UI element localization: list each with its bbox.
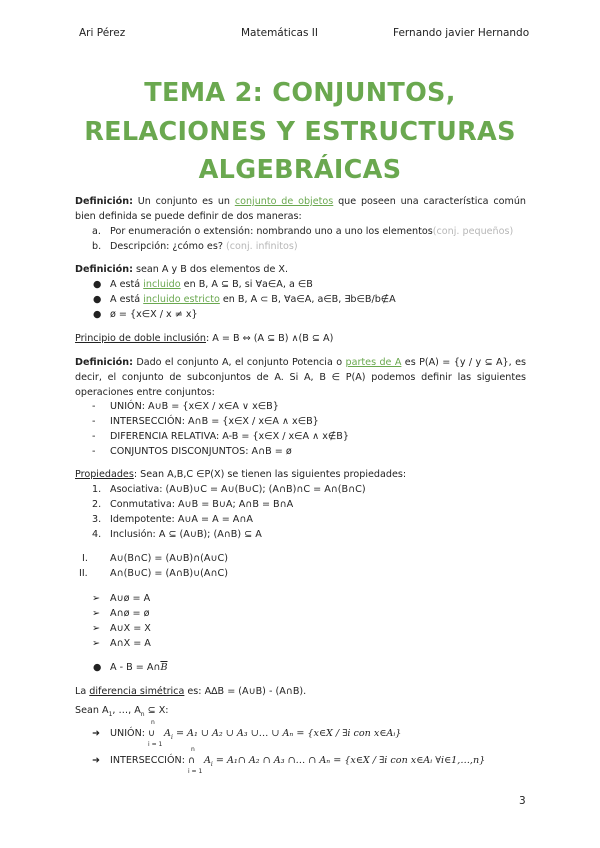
principio-text: : A = B ⇔ (A ⊆ B) ∧(B ⊆ A) bbox=[206, 333, 334, 344]
identity-1: A∪ø = A bbox=[110, 593, 151, 604]
bullet-icon: ● bbox=[93, 662, 102, 673]
header-professor: Fernando javier Hernando bbox=[393, 27, 530, 39]
definition-2-item-3: ø = {x∈X / x ≠ x} bbox=[110, 309, 198, 320]
definition-2-item-1 bbox=[110, 279, 313, 291]
sean-text: Sean A bbox=[75, 705, 109, 716]
principio-label: Principio de doble inclusión bbox=[75, 333, 207, 344]
bullet-icon: ● bbox=[93, 294, 102, 305]
definition-1-item-a-note: (conj. pequeños) bbox=[432, 226, 514, 237]
big-intersection-symbol: n ∩ i = 1 bbox=[187, 746, 203, 775]
operation-union: UNIÓN: A∪B = {x∈X / x∈A ∨ x∈B} bbox=[110, 401, 279, 412]
arrow-bullet-icon: ➢ bbox=[92, 638, 101, 649]
definition-1-item-a bbox=[110, 226, 513, 238]
definition-1-text-a: Un conjunto es un bbox=[132, 196, 235, 207]
title-line-1: TEMA 2: CONJUNTOS, bbox=[144, 78, 456, 108]
bullet-icon: ● bbox=[93, 309, 102, 320]
definition-1-item-b bbox=[110, 241, 298, 253]
operation-interseccion: INTERSECCIÓN: A∩B = {x∈X / x∈A ∧ x∈B} bbox=[110, 416, 319, 427]
header-author: Ari Pérez bbox=[79, 27, 126, 39]
sean-tail: ⊆ X: bbox=[144, 705, 169, 716]
arrow-bullet-icon: ➢ bbox=[92, 608, 101, 619]
propiedades-text: : Sean A,B,C ∈P(X) se tienen las siguientes propiedades: bbox=[133, 469, 407, 480]
roman-marker-1: I. bbox=[82, 553, 88, 564]
list-marker-1: 1. bbox=[92, 484, 102, 495]
simetrica-text-b: es: A∆B = (A∪B) - (A∩B). bbox=[184, 686, 307, 697]
page-number: 3 bbox=[519, 795, 526, 807]
definition-1-label: Definición: bbox=[75, 196, 133, 207]
identity-2: A∩ø = ø bbox=[110, 608, 150, 619]
definition-3-text-a: Dado el conjunto A, el conjunto Potencia o bbox=[132, 357, 346, 368]
definition-2-item-1-link[interactable]: incluido bbox=[143, 279, 181, 290]
definition-3 bbox=[75, 355, 526, 400]
property-asociativa: Asociativa: (A∪B)∪C = A∪(B∪C); (A∩B)∩C = A∩(B∩C) bbox=[110, 484, 366, 495]
definition-1-item-a-text: Por enumeración o extensión: nombrando uno a uno los elementos bbox=[110, 226, 433, 237]
generalized-union-label: UNIÓN: bbox=[110, 728, 149, 739]
simetrica-label: diferencia simétrica bbox=[89, 686, 185, 697]
identity-4: A∩X = A bbox=[110, 638, 151, 649]
right-arrow-icon: ➜ bbox=[92, 755, 101, 766]
definition-1-link[interactable]: conjunto de objetos bbox=[234, 196, 334, 207]
big-union-symbol: n ∪ i = 1 bbox=[148, 719, 163, 748]
definition-1-item-b-note: (conj. infinitos) bbox=[222, 241, 298, 252]
definition-3-link[interactable]: partes de A bbox=[345, 357, 402, 368]
distributive-1: A∪(B∩C) = (A∪B)∩(A∪C) bbox=[110, 553, 228, 564]
sean-line: Sean $A_1$, …, $A_n$ ⊆ X: bbox=[75, 705, 169, 718]
header-subject: Matemáticas II bbox=[241, 27, 318, 39]
list-marker-a: a. bbox=[92, 226, 101, 237]
definition-2 bbox=[75, 264, 288, 276]
property-inclusion: Inclusión: A ⊆ (A∪B); (A∩B) ⊆ A bbox=[110, 529, 262, 540]
generalized-intersection: INTERSECCIÓN: n ∩ i = 1 $A_i$ = A₁∩ A₂ ∩ A₃ ∩… ∩ Aₙ = {x∈X / ∃i con x∈Aᵢ ∀i∈1,…,n} bbox=[110, 746, 486, 775]
simetrica-text-a: La bbox=[75, 686, 90, 697]
property-idempotente: Idempotente: A∪A = A = A∩A bbox=[110, 514, 253, 525]
propiedades bbox=[75, 469, 406, 481]
dash-marker: - bbox=[92, 416, 96, 427]
roman-marker-2: II. bbox=[79, 568, 88, 579]
list-marker-2: 2. bbox=[92, 499, 102, 510]
title-line-3: ALGEBRÁICAS bbox=[198, 155, 402, 185]
generalized-intersection-label: INTERSECCIÓN: bbox=[110, 755, 188, 766]
title-line-2: RELACIONES Y ESTRUCTURAS bbox=[84, 117, 516, 147]
definition-3-label: Definición: bbox=[75, 357, 133, 368]
definition-2-item-2-b: en B, A ⊂ B, ∀a∈A, a∈B, ∃b∈B/b∉A bbox=[219, 294, 396, 305]
generalized-union-expr: = A₁ ∪ A₂ ∪ A₃ ∪… ∪ Aₙ = {x∈X / ∃i con x∈Aᵢ} bbox=[175, 728, 402, 739]
definition-2-item-1-a: A está bbox=[110, 279, 144, 290]
property-conmutativa: Conmutativa: A∪B = B∪A; A∩B = B∩A bbox=[110, 499, 294, 510]
list-marker-3: 3. bbox=[92, 514, 102, 525]
operation-disconjuntos: CONJUNTOS DISCONJUNTOS: A∩B = ø bbox=[110, 446, 292, 457]
definition-2-item-2-a: A está bbox=[110, 294, 144, 305]
complement-b: $\overline{B}$ bbox=[160, 662, 168, 673]
definition-1 bbox=[75, 194, 526, 224]
diferencia-simetrica bbox=[75, 686, 306, 698]
definition-2-item-2 bbox=[110, 294, 396, 306]
operation-diferencia: DIFERENCIA RELATIVA: A-B = {x∈X / x∈A ∧ x∉B} bbox=[110, 431, 349, 442]
difference-formula-a: A - B = A∩ bbox=[110, 662, 161, 673]
dash-marker: - bbox=[92, 401, 96, 412]
distributive-2: A∩(B∪C) = (A∩B)∪(A∩C) bbox=[110, 568, 228, 579]
bullet-icon: ● bbox=[93, 279, 102, 290]
difference-formula bbox=[110, 662, 168, 674]
definition-2-text: sean A y B dos elementos de X. bbox=[132, 264, 289, 275]
definition-3-text-b: es P(A) = {y / y ⊆ A}, es decir, el conjunto de subconjuntos de A. Si A, B ∈ P(A) podemos definir las siguientes operaciones entre conjuntos: bbox=[75, 357, 526, 398]
dash-marker: - bbox=[92, 446, 96, 457]
definition-1-item-b-text: Descripción: ¿cómo es? bbox=[110, 241, 223, 252]
generalized-union: UNIÓN: n ∪ i = 1 $A_i = A_1$ ∪ A₂ ∪ A₃ ∪… ∪ Aₙ = {x∈X / ∃i con x∈Aᵢ} bbox=[110, 719, 402, 748]
definition-2-item-2-link[interactable]: incluido estricto bbox=[143, 294, 220, 305]
definition-1-text-b: que poseen una característica común bien definida se puede definir de dos maneras: bbox=[75, 196, 526, 222]
arrow-bullet-icon: ➢ bbox=[92, 593, 101, 604]
generalized-intersection-expr: = A₁∩ A₂ ∩ A₃ ∩… ∩ Aₙ = {x∈X / ∃i con x∈Aᵢ ∀i∈1,…,n} bbox=[215, 755, 486, 766]
principio-doble-inclusion bbox=[75, 333, 333, 345]
arrow-bullet-icon: ➢ bbox=[92, 623, 101, 634]
list-marker-4: 4. bbox=[92, 529, 102, 540]
right-arrow-icon: ➜ bbox=[92, 728, 101, 739]
list-marker-b: b. bbox=[92, 241, 102, 252]
definition-2-label: Definición: bbox=[75, 264, 133, 275]
definition-2-item-1-b: en B, A ⊆ B, si ∀a∈A, a ∈B bbox=[180, 279, 313, 290]
dash-marker: - bbox=[92, 431, 96, 442]
identity-3: A∪X = X bbox=[110, 623, 151, 634]
propiedades-label: Propiedades bbox=[75, 469, 134, 480]
